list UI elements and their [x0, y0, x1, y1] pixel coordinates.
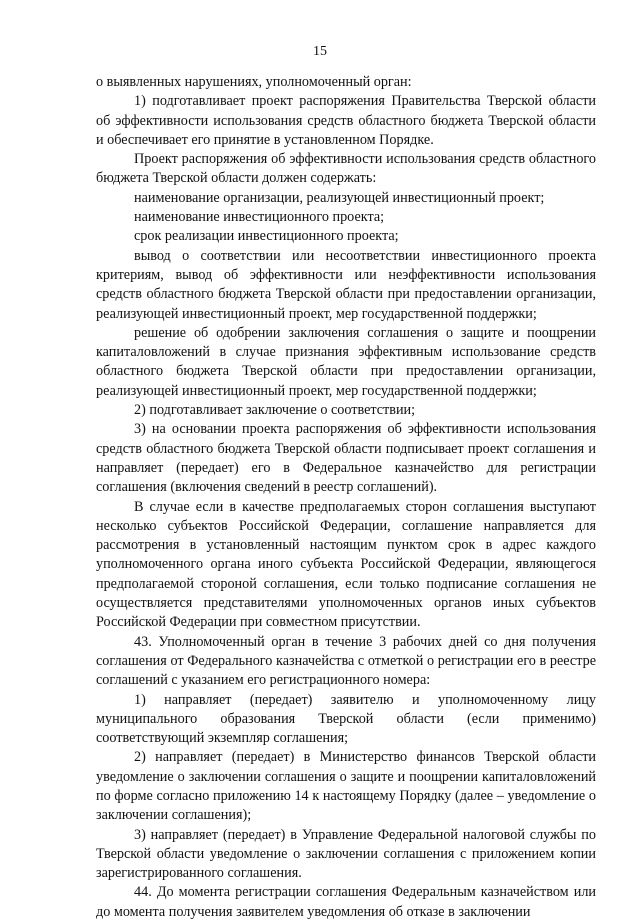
list-item: наименование организации, реализующей инвестиционный проект;	[134, 189, 545, 206]
list-item: наименование инвестиционного проекта;	[134, 209, 385, 226]
list-item: 3) направляет (передает) в Управление Федеральной налоговой службы по Тверской области уведомление о заключении соглашения с приложением копии зарегистрированного соглашения.	[96, 826, 596, 882]
page-number: 15	[313, 44, 327, 59]
list-item: 1) направляет (передает) заявителю и уполномоченному лицу муниципального образования Тверской области (если применимо) соответствующий экземпляр соглашения;	[96, 691, 596, 747]
paragraph: 3) на основании проекта распоряжения об эффективности использования средств областного бюджета Тверской области подписывает проект соглашения и направляет (передает) его в Федеральное казначейство для регистрации соглашения (включения сведений в реестр соглашений).	[96, 421, 596, 496]
paragraph: 44. До момента регистрации соглашения Федеральным казначейством или до момента получения заявителем уведомления об отказе в заключении	[96, 884, 596, 920]
paragraph: В случае если в качестве предполагаемых сторон соглашения выступают несколько субъектов Российской Федерации, соглашение направляется для рассмотрения в установленный настоящим пунктом срок в адрес каждого уполномоченного органа иного субъекта Российской Федерации, являющегося предполагаемой стороной соглашения, если только подписание соглашения не осуществляется представителями уполномоченных органов иных субъектов Российской Федерации при совместном присутствии.	[96, 498, 596, 631]
paragraph: 43. Уполномоченный орган в течение 3 рабочих дней со дня получения соглашения от Федерального казначейства с отметкой о регистрации его в реестре соглашений с указанием его регистрационного номера:	[96, 633, 596, 689]
list-item: решение об одобрении заключения соглашения о защите и поощрении капиталовложений в случае признания эффективным использование средств областного бюджета Тверской области при предоставлении организации, реализующей инвестиционный проект, мер государственной поддержки;	[96, 324, 596, 399]
list-item: срок реализации инвестиционного проекта;	[134, 228, 399, 245]
document-body	[96, 73, 596, 922]
paragraph: Проект распоряжения об эффективности использования средств областного бюджета Тверской области должен содержать:	[96, 151, 596, 187]
paragraph: 2) подготавливает заключение о соответствии;	[134, 402, 416, 419]
paragraph: 1) подготавливает проект распоряжения Правительства Тверской области об эффективности использования средств областного бюджета Тверской области и обеспечивает его принятие в установленном Порядке.	[96, 93, 596, 148]
list-item: вывод о соответствии или несоответствии инвестиционного проекта критериям, вывод об эффективности или неэффективности использования средств областного бюджета Тверской области при предоставлении организации, реализующей инвестиционный проект, мер государственной поддержки;	[96, 247, 596, 322]
paragraph: о выявленных нарушениях, уполномоченный орган:	[96, 74, 412, 90]
list-item: 2) направляет (передает) в Министерство финансов Тверской области уведомление о заключении соглашения о защите и поощрении капиталовложений по форме согласно приложению 14 к настоящему Порядку (далее – уведомление о заключении соглашения);	[96, 749, 596, 824]
